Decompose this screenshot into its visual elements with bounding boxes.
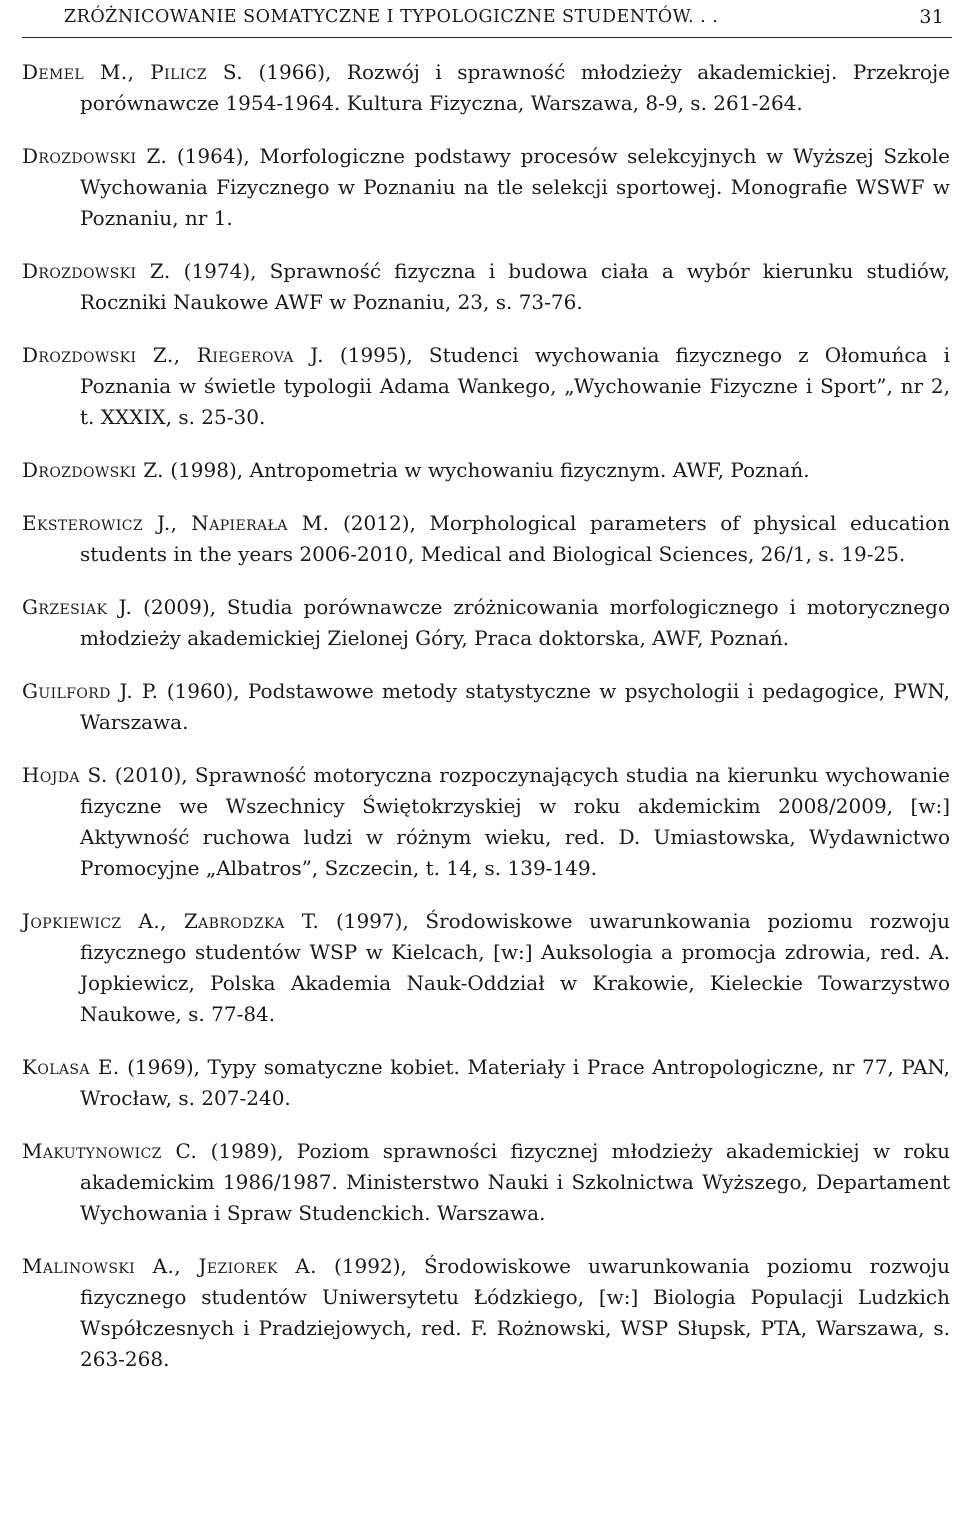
running-head <box>22 0 952 38</box>
reference-list <box>22 57 950 1397</box>
reference-authors: Guilford J. P. <box>22 679 159 703</box>
reference-entry <box>22 256 950 318</box>
reference-entry <box>22 676 950 738</box>
reference-authors: Drozdowski Z. <box>22 259 171 283</box>
reference-text: (1964), Morfologiczne podstawy procesów selekcyjnych w Wyższej Szkole Wychowania Fizycznego w Poznaniu na tle selekcji sportowej. Monografie WSWF w Poznaniu, nr 1. <box>80 144 950 230</box>
reference-text: (1960), Podstawowe metody statystyczne w psychologii i pedagogice, PWN, Warszawa. <box>80 679 950 734</box>
reference-entry <box>22 1052 950 1114</box>
reference-text: (1992), Środowiskowe uwarunkowania poziomu rozwoju fizycznego studentów Uniwersytetu Łódzkiego, [w:] Biologia Populacji Ludzkich Współczesnych i Pradziejowych, red. F. Rożnowski, WSP Słupsk, PTA, Warszawa, s. 263-268. <box>80 1254 950 1371</box>
reference-text: (2009), Studia porównawcze zróżnicowania morfologicznego i motorycznego młodzieży akademickiej Zielonej Góry, Praca doktorska, AWF, Poznań. <box>80 595 950 650</box>
reference-authors: Kolasa E. <box>22 1055 120 1079</box>
reference-entry <box>22 508 950 570</box>
reference-authors: Jopkiewicz A., Zabrodzka T. <box>22 909 320 933</box>
reference-entry <box>22 141 950 234</box>
reference-authors: Demel M., Pilicz S. <box>22 60 244 84</box>
page-number: 31 <box>919 6 944 28</box>
reference-authors: Malinowski A., Jeziorek A. <box>22 1254 317 1278</box>
reference-authors: Makutynowicz C. <box>22 1139 198 1163</box>
reference-authors: Drozdowski Z. <box>22 144 168 168</box>
reference-entry <box>22 340 950 433</box>
reference-entry <box>22 906 950 1030</box>
reference-text: (1997), Środowiskowe uwarunkowania poziomu rozwoju fizycznego studentów WSP w Kielcach, [w:] Auksologia a promocja zdrowia, red. A. Jopkiewicz, Polska Akademia Nauk-Oddział w Krakowie, Kieleckie Towarzystwo Naukowe, s. 77-84. <box>80 909 951 1026</box>
reference-entry <box>22 1251 950 1375</box>
reference-text: (2012), Morphological parameters of physical education students in the years 2006-2010, Medical and Biological Sciences, 26/1, s. 19-25. <box>80 511 950 566</box>
reference-authors: Eksterowicz J., Napierała M. <box>22 511 330 535</box>
reference-authors: Hojda S. <box>22 763 108 787</box>
reference-text: (1974), Sprawność fizyczna i budowa ciała a wybór kierunku studiów, Roczniki Naukowe AWF w Poznaniu, 23, s. 73-76. <box>80 259 950 314</box>
reference-entry <box>22 760 950 884</box>
reference-text: (2010), Sprawność motoryczna rozpoczynających studia na kierunku wychowanie fizyczne we Wszechnicy Świętokrzyskiej w roku akdemickim 2008/2009, [w:] Aktywność ruchowa ludzi w różnym wieku, red. D. Umiastowska, Wydawnictwo Promocyjne „Albatros”, Szczecin, t. 14, s. 139-149. <box>80 763 950 880</box>
reference-authors: Drozdowski Z. <box>22 458 164 482</box>
reference-entry <box>22 1136 950 1229</box>
reference-text: (1969), Typy somatyczne kobiet. Materiały i Prace Antropologiczne, nr 77, PAN, Wrocław, s. 207-240. <box>80 1055 950 1110</box>
reference-text: (1966), Rozwój i sprawność młodzieży akademickiej. Przekroje porównawcze 1954-1964. Kultura Fizyczna, Warszawa, 8-9, s. 261-264. <box>80 60 950 115</box>
reference-authors: Grzesiak J. <box>22 595 133 619</box>
reference-entry <box>22 592 950 654</box>
running-head-title: ZRÓŻNICOWANIE SOMATYCZNE I TYPOLOGICZNE STUDENTÓW. . . <box>64 7 719 27</box>
reference-text: (1998), Antropometria w wychowaniu fizycznym. AWF, Poznań. <box>163 458 810 482</box>
reference-entry <box>22 57 950 119</box>
reference-authors: Drozdowski Z., Riegerova J. <box>22 343 324 367</box>
reference-entry <box>22 455 950 486</box>
reference-text: (1995), Studenci wychowania fizycznego z Ołomuńca i Poznania w świetle typologii Adama Wankego, „Wychowanie Fizyczne i Sport”, nr 2, t. XXXIX, s. 25-30. <box>80 343 950 429</box>
reference-text: (1989), Poziom sprawności fizycznej młodzieży akademickiej w roku akademickim 1986/1987. Ministerstwo Nauki i Szkolnictwa Wyższego, Departament Wychowania i Spraw Studenckich. Warszawa. <box>80 1139 950 1225</box>
